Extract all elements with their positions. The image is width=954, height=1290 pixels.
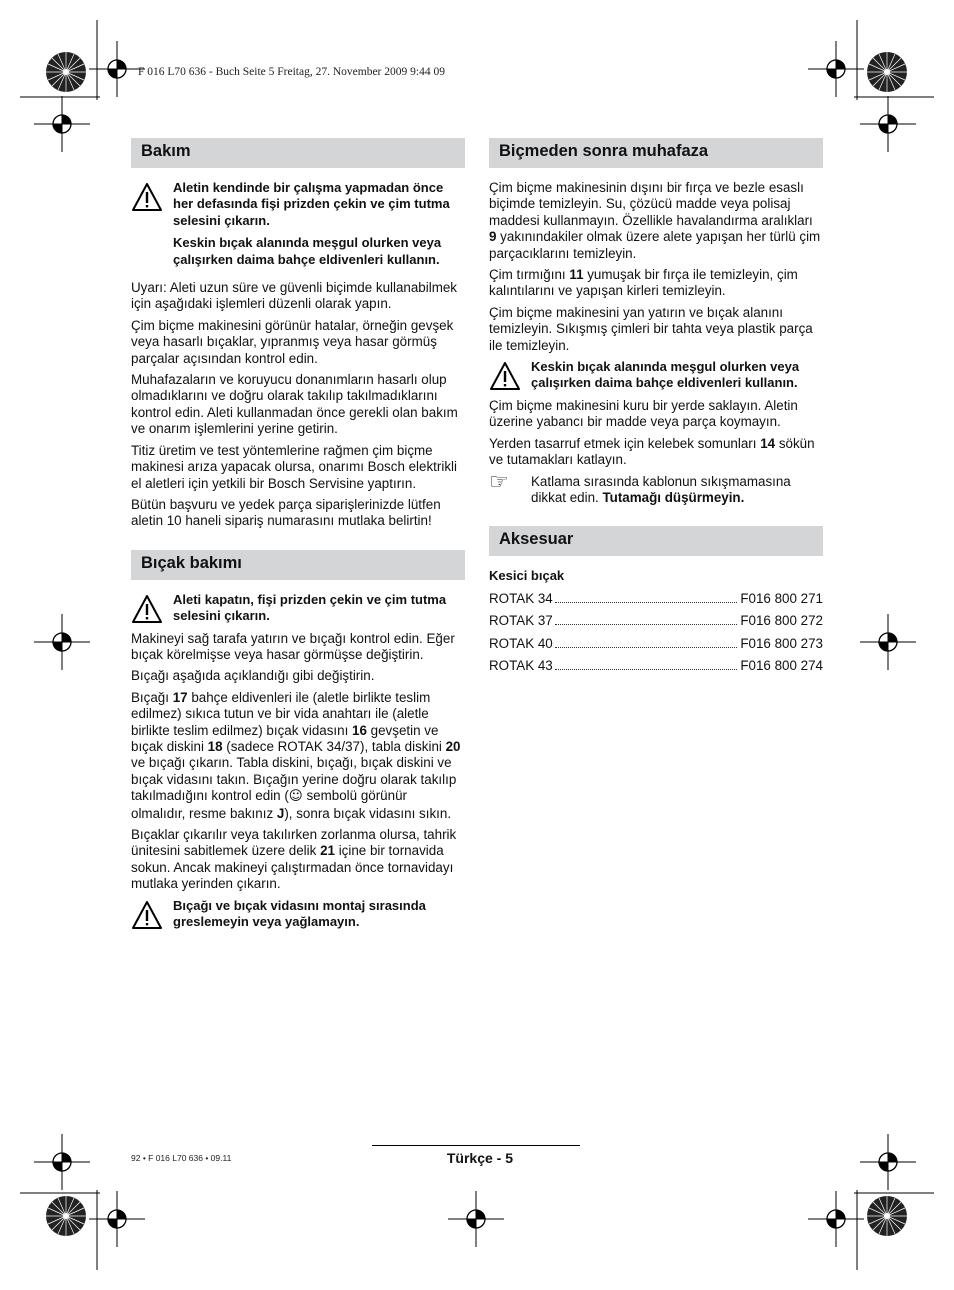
registration-mark-icon [860, 614, 916, 670]
section-title-aksesuar: Aksesuar [489, 526, 823, 556]
printer-star-target-icon [46, 52, 86, 92]
parts-row: ROTAK 34 F016 800 271 [489, 590, 823, 606]
paragraph: Çim biçme makinesinin dışını bir fırça ve bezle esaslı biçimde temizleyin. Su, çözücü madde veya polisaj maddesi kullanmayın. Özellikle havalandırma aralıkları 9 yakınındakiler olmak üzere alete yapışan her türlü çim parçacıklarını temizleyin. [489, 180, 821, 261]
paragraph: Titiz üretim ve test yöntemlerine rağmen çim biçme makinesi arıza yapacak olursa, onarımı Bosch elektrikli el aletleri için yetkili bir Bosch Servisine yaptırın. [131, 442, 457, 491]
paragraph: Bıçağı 17 bahçe eldivenleri ile (aletle birlikte teslim edilmez) sıkıca tutun ve bir vida anahtarı ile (aletle birlikte teslim edilmez) bıçak vidasını 16 gevşetin ve bıçak diskini 18 (sadece ROTAK 34/37), tabla diskini 20 ve bıçağı çıkarın. Tabla diskini, bıçağı, bıçak diskini ve bıçak vidasını takın. Bıçağın yerine doğru olarak takılıp takılmadığını kontrol edin (☺ sembolü görünür olmalıdır, resme bakınız J), sonra bıçak vidasını sıkın. [131, 689, 461, 821]
parts-row: ROTAK 37 F016 800 272 [489, 613, 823, 629]
warning-triangle-icon [131, 182, 163, 212]
registration-mark-icon [34, 614, 90, 670]
paragraph: Uyarı: Aleti uzun süre ve güvenli biçimde kullanabilmek için aşağıdaki işlemleri düzenli olarak yapın. [131, 280, 457, 312]
pointing-hand-icon: ☞ [489, 469, 509, 495]
paragraph: Çim tırmığını 11 yumuşak bir fırça ile temizleyin, çim kalıntılarını ve yapışan kirleri temizleyin. [489, 267, 798, 299]
note-text: Katlama sırasında kablonun sıkışmamasına dikkat edin. Tutamağı düşürmeyin. [531, 473, 791, 505]
paragraph: Yerden tasarruf etmek için kelebek somunları 14 sökün ve tutamakları katlayın. [489, 435, 815, 468]
printer-star-target-icon [867, 52, 907, 92]
warning-block [489, 359, 823, 392]
paragraph: Muhafazaların ve koruyucu donanımların hasarlı olup olmadıklarını ve doğru olarak takılıp takılmadıklarını kontrol edin. Aleti kullanmadan önce gerekli olan bakım ve onarım işlemlerini yerine getirin. [131, 372, 458, 437]
section-title-muhafaza: Biçmeden sonra muhafaza [489, 138, 823, 168]
registration-mark-icon [860, 1134, 916, 1190]
section-title-bicak-bakimi: Bıçak bakımı [131, 550, 465, 580]
parts-row: ROTAK 43 F016 800 274 [489, 657, 823, 673]
warning-text: Aletin kendinde bir çalışma yapmadan önce her defasında fişi prizden çekin ve çim tutma selesini çıkarın. [173, 180, 450, 228]
footer-code: 92 • F 016 L70 636 • 09.11 [131, 1153, 232, 1163]
warning-triangle-icon [489, 361, 521, 391]
registration-mark-icon [34, 1134, 90, 1190]
note-block [489, 469, 823, 507]
registration-mark-icon [860, 96, 916, 152]
warning-block [131, 898, 465, 931]
print-info-line: F 016 L70 636 - Buch Seite 5 Freitag, 27. November 2009 9:44 09 [138, 66, 445, 78]
parts-row: ROTAK 40 F016 800 273 [489, 635, 823, 651]
warning-text: Keskin bıçak alanında meşgul olurken veya çalışırken daima bahçe eldivenleri kullanın. [531, 359, 800, 391]
smiley-icon: ☺ [288, 789, 303, 805]
parts-subtitle: Kesici bıçak [489, 568, 565, 584]
warning-triangle-icon [131, 594, 163, 624]
paragraph: Makineyi sağ tarafa yatırın ve bıçağı kontrol edin. Eğer bıçak körelmişse veya hasar görmüşse değiştirin. [131, 630, 455, 662]
paragraph: Bıçağı aşağıda açıklandığı gibi değiştirin. [131, 668, 375, 684]
section-title-bakim: Bakım [131, 138, 465, 168]
registration-mark-icon [34, 96, 90, 152]
paragraph: Bıçaklar çıkarılır veya takılırken zorlanma olursa, tahrik ünitesini sabitlemek üzere delik 21 içine bir tornavida sokun. Ancak makineyi çalıştırmadan önce tornavidayı mutlaka yerinden çıkarın. [131, 827, 457, 892]
registration-mark-icon [448, 1191, 504, 1247]
paragraph: Çim biçme makinesini yan yatırın ve bıçak alanını temizleyin. Sıkışmış çimleri bir tahta veya plastik parça ile temizleyin. [489, 304, 813, 353]
warning-triangle-icon [131, 900, 163, 930]
registration-mark-icon [808, 1191, 864, 1247]
warning-block [131, 592, 465, 625]
warning-block [131, 180, 465, 274]
warning-text: Bıçağı ve bıçak vidasını montaj sırasında greslemeyin veya yağlamayın. [173, 897, 426, 930]
warning-text: Keskin bıçak alanında meşgul olurken veya çalışırken daima bahçe eldivenleri kullanın. [173, 235, 442, 267]
right-column [489, 138, 823, 680]
printer-star-target-icon [867, 1196, 907, 1236]
warning-text: Aleti kapatın, fişi prizden çekin ve çim tutma selesini çıkarın. [173, 591, 447, 624]
registration-mark-icon [808, 41, 864, 97]
footer-page-label: Türkçe - 5 [372, 1145, 580, 1166]
paragraph: Bütün başvuru ve yedek parça siparişlerinizde lütfen aletin 10 haneli sipariş numarasını mutlaka belirtin! [131, 496, 441, 529]
printer-star-target-icon [46, 1196, 86, 1236]
left-column [131, 138, 465, 936]
paragraph: Çim biçme makinesini görünür hatalar, örneğin gevşek veya hasarlı bıçaklar, yıpranmış veya hasar görmüş parçalar açısından kontrol edin. [131, 317, 454, 366]
paragraph: Çim biçme makinesini kuru bir yerde saklayın. Aletin üzerine yabancı bir madde veya parça koymayın. [489, 397, 798, 430]
